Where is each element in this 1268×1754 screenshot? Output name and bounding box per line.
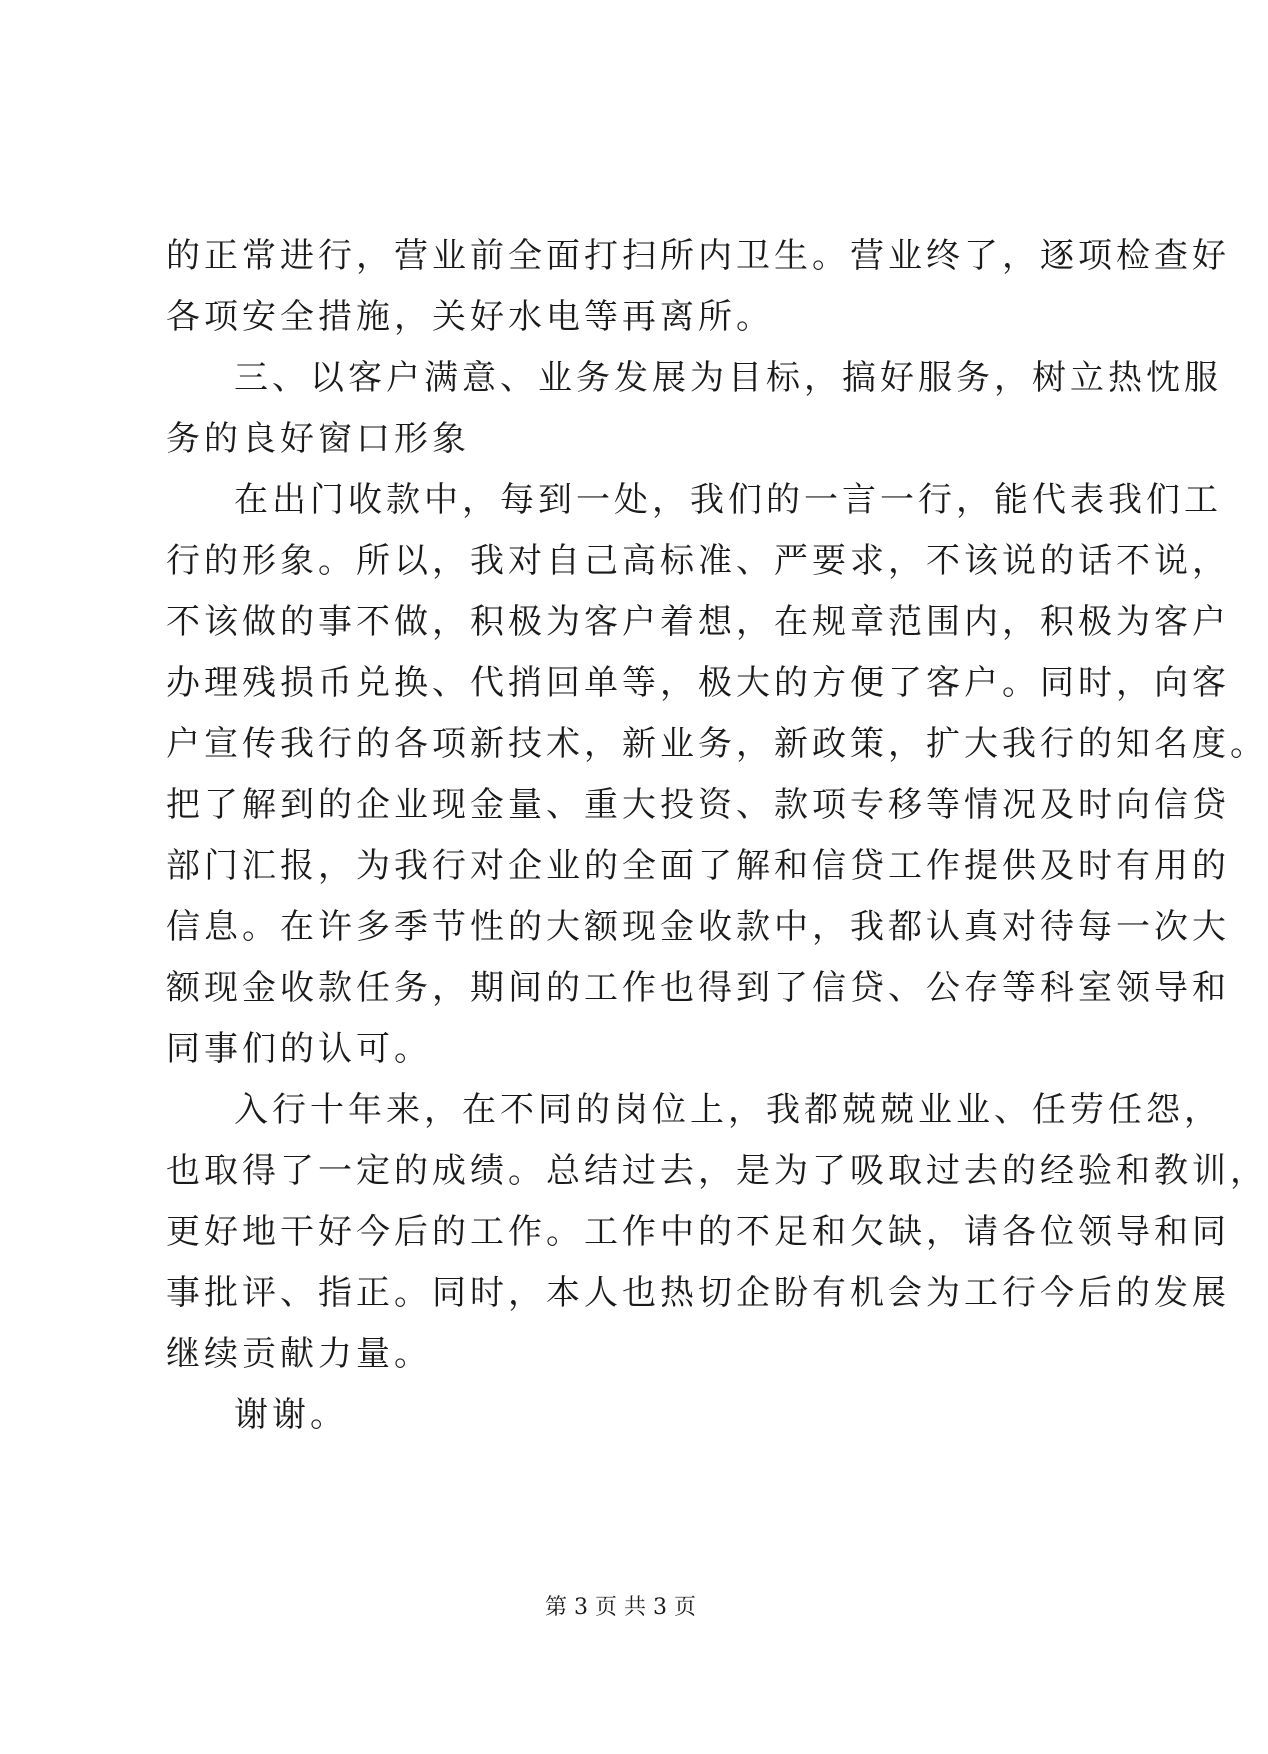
text-line: 部门汇报，为我行对企业的全面了解和信贷工作提供及时有用的: [166, 846, 1230, 886]
document-body: [166, 226, 1268, 1446]
text-line: 不该做的事不做，积极为客户着想，在规章范围内，积极为客户: [166, 602, 1230, 642]
text-line: 务的良好窗口形象: [166, 419, 470, 459]
text-line: 行的形象。所以，我对自己高标准、严要求，不该说的话不说，: [166, 541, 1230, 581]
paragraph-2: [166, 470, 1268, 1080]
text-line: 的正常进行，营业前全面打扫所内卫生。营业终了，逐项检查好: [166, 236, 1230, 276]
text-line: 各项安全措施，关好水电等再离所。: [166, 297, 774, 337]
text-line: 入行十年来，在不同的岗位上，我都兢兢业业、任劳任怨，: [234, 1090, 1222, 1130]
text-line: 在出门收款中，每到一处，我们的一言一行，能代表我们工: [234, 480, 1222, 520]
page-number-footer: 第 3 页 共 3 页: [545, 1595, 696, 1620]
text-line: 信息。在许多季节性的大额现金收款中，我都认真对待每一次大: [166, 907, 1230, 947]
text-line: 户宣传我行的各项新技术，新业务，新政策，扩大我行的知名度。: [166, 724, 1268, 764]
text-line: 把了解到的企业现金量、重大投资、款项专移等情况及时向信贷: [166, 785, 1230, 825]
text-line: 额现金收款任务，期间的工作也得到了信贷、公存等科室领导和: [166, 968, 1230, 1008]
paragraph-1: [166, 226, 1230, 348]
section-heading-3: [166, 348, 1222, 470]
text-line: 事批评、指正。同时，本人也热切企盼有机会为工行今后的发展: [166, 1273, 1230, 1313]
paragraph-3: [166, 1080, 1268, 1385]
text-line: 谢谢。: [234, 1395, 348, 1435]
closing-paragraph: [166, 1385, 1086, 1446]
text-line: 也取得了一定的成绩。总结过去，是为了吸取过去的经验和教训，: [166, 1151, 1268, 1191]
text-line: 办理残损币兑换、代捎回单等，极大的方便了客户。同时，向客: [166, 663, 1230, 703]
text-line: 继续贡献力量。: [166, 1334, 432, 1374]
text-line: 更好地干好今后的工作。工作中的不足和欠缺，请各位领导和同: [166, 1212, 1230, 1252]
text-line: 同事们的认可。: [166, 1029, 432, 1069]
text-line: 三、以客户满意、业务发展为目标，搞好服务，树立热忱服: [234, 358, 1222, 398]
